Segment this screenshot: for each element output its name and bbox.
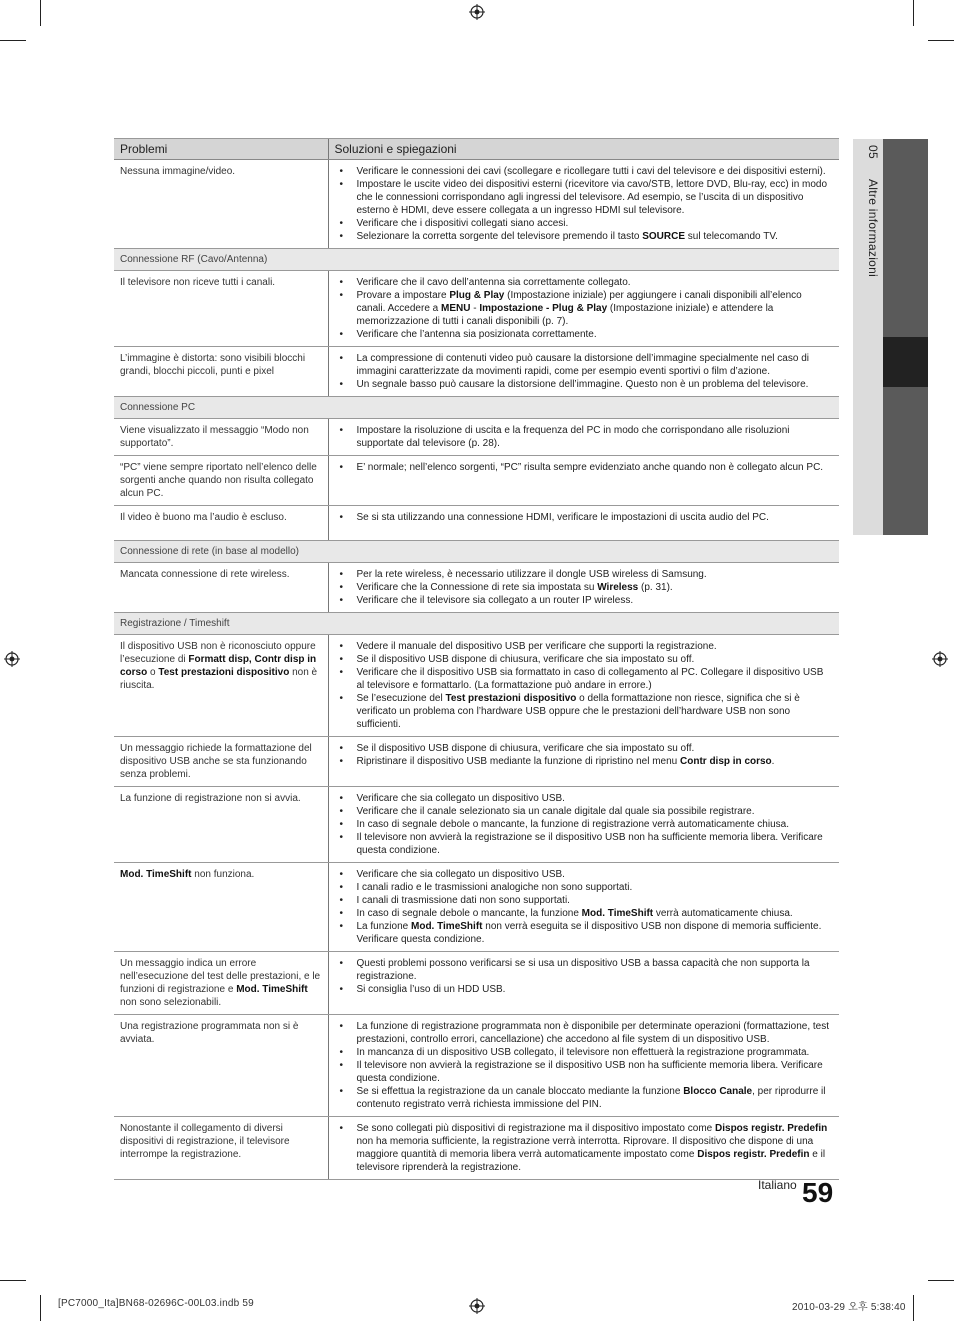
- list-item: [357, 755, 834, 768]
- text-run: Verificare che la Connessione di rete sia impostata su: [356, 582, 598, 593]
- text-run: In mancanza di un dispositivo USB collegato, il televisore non effettuerà la registrazione programmata.: [356, 1047, 810, 1058]
- print-file-info: [PC7000_Ita]BN68-02696C-00L03.indb 59: [58, 1298, 254, 1309]
- list-item: [357, 1020, 834, 1046]
- text-run: Questi problemi possono verificarsi se si usa un dispositivo USB a bassa capacità che non supporta la registrazione.: [356, 958, 810, 982]
- crop-mark: [0, 40, 26, 41]
- text-run: Verificare che sia collegato un dispositivo USB.: [356, 869, 565, 880]
- text-run: Verificare che l’antenna sia posizionata correttamente.: [356, 329, 597, 340]
- list-item: [357, 692, 834, 731]
- list-item: [357, 920, 834, 946]
- emphasis-text: Wireless: [597, 582, 639, 593]
- text-run: -: [470, 303, 480, 314]
- chapter-label: [856, 145, 880, 277]
- text-run: I canali di trasmissione dati non sono supportati.: [356, 895, 570, 906]
- list-item: [357, 868, 834, 881]
- section-header-row: [114, 397, 839, 419]
- table-row: [114, 737, 839, 787]
- problem-cell: [114, 419, 328, 456]
- solution-list: [335, 568, 834, 607]
- list-item: [357, 276, 834, 289]
- list-item: [357, 666, 834, 692]
- problem-cell: [114, 787, 328, 863]
- list-item: [357, 165, 834, 178]
- chapter-title: Altre informazioni: [866, 178, 880, 277]
- text-run: Verificare che sia collegato un dispositivo USB.: [356, 793, 565, 804]
- emphasis-text: Formatt disp, Contr disp in corso: [120, 654, 317, 678]
- text-run: Si consiglia l’uso di un HDD USB.: [356, 984, 506, 995]
- crop-mark: [928, 40, 954, 41]
- solution-list: [335, 165, 834, 243]
- registration-mark-icon: [4, 651, 20, 667]
- list-item: [357, 907, 834, 920]
- list-item: [357, 742, 834, 755]
- registration-mark-icon: [932, 651, 948, 667]
- text-run: Il video è buono ma l’audio è escluso.: [120, 512, 287, 523]
- text-run: Mancata connessione di rete wireless.: [120, 569, 290, 580]
- problem-cell: [114, 456, 328, 506]
- text-run: Il dispositivo USB non è riconosciuto oppure l’esecuzione di: [120, 641, 316, 665]
- solution-cell: [328, 271, 839, 347]
- section-header-row: [114, 249, 839, 271]
- section-title: Registrazione / Timeshift: [114, 613, 839, 635]
- solution-cell: [328, 160, 839, 249]
- text-run: Se il dispositivo USB dispone di chiusura, verificare che sia impostato su off.: [356, 743, 695, 754]
- solution-list: [335, 511, 834, 524]
- text-run: Il televisore non riceve tutti i canali.: [120, 277, 276, 288]
- solution-list: [335, 352, 834, 391]
- solution-cell: [328, 419, 839, 456]
- list-item: [357, 289, 834, 328]
- crop-mark: [40, 0, 41, 26]
- text-run: Se si effettua la registrazione da un canale bloccato mediante la funzione: [356, 1086, 684, 1097]
- text-run: verrà automaticamente chiusa.: [653, 908, 793, 919]
- list-item: [357, 983, 834, 996]
- table-row: [114, 952, 839, 1015]
- table-row: [114, 419, 839, 456]
- text-run: La funzione: [356, 921, 411, 932]
- table-header-row: [114, 139, 839, 160]
- solution-cell: [328, 456, 839, 506]
- problem-cell: [114, 863, 328, 952]
- text-run: La compressione di contenuti video può causare la distorsione dell’immagine specialmente nel caso di immagini caratterizzate da movimenti rapidi, come per esempio eventi sportivi o film d’azione.: [356, 353, 809, 377]
- text-run: E’ normale; nell’elenco sorgenti, “PC” risulta sempre evidenziato anche quando non è collegato alcun PC.: [356, 462, 824, 473]
- text-run: Un messaggio indica un errore nell’esecuzione del test delle prestazioni, e le funzioni di registrazione e: [120, 958, 321, 995]
- text-run: Impostare le uscite video dei dispositivi esterni (ricevitore via cavo/STB, lettore DVD, Blu-ray, ecc) in modo che le connessioni corrispondano agli ingressi del televisore. Ad esempio, se l’uscita di un dispositivo esterno è HDMI, deve essere collegata a un ingresso HDMI sul televisore.: [356, 179, 828, 216]
- solution-list: [335, 868, 834, 946]
- list-item: [357, 511, 834, 524]
- list-item: [357, 178, 834, 217]
- text-run: Se l’esecuzione del: [356, 693, 446, 704]
- table-row: [114, 787, 839, 863]
- list-item: [357, 568, 834, 581]
- text-run: Selezionare la corretta sorgente del televisore premendo il tasto: [356, 231, 643, 242]
- text-run: non ha memoria sufficiente, la registrazione verrà interrotta. Riprovare. Il dispositivo che dispone di una maggiore quantità di memoria libera verrà automaticamente impostato come: [356, 1136, 814, 1160]
- emphasis-text: Mod. TimeShift: [120, 869, 192, 880]
- text-run: Verificare che il televisore sia collegato a un router IP wireless.: [356, 595, 634, 606]
- registration-mark-icon: [469, 4, 485, 20]
- crop-mark: [0, 1280, 26, 1281]
- list-item: [357, 894, 834, 907]
- emphasis-text: Impostazione - Plug & Play: [479, 303, 608, 314]
- text-run: non verrà eseguita se il dispositivo USB non dispone di memoria sufficiente. Verificare questa condizione.: [356, 921, 822, 945]
- chapter-side-tab: [853, 139, 928, 535]
- text-run: e il televisore riprenderà la registrazione.: [356, 1149, 826, 1173]
- table-row: [114, 271, 839, 347]
- text-run: “PC” viene sempre riportato nell’elenco delle sorgenti anche quando non risulta collegato alcun PC.: [120, 462, 317, 499]
- text-run: Se sono collegati più dispositivi di registrazione ma il dispositivo impostato come: [356, 1123, 716, 1134]
- solution-cell: [328, 563, 839, 613]
- text-run: L’immagine è distorta: sono visibili blocchi grandi, blocchi piccoli, punti e pixel: [120, 353, 306, 377]
- solution-list: [335, 640, 834, 731]
- text-run: Nessuna immagine/video.: [120, 166, 236, 177]
- text-run: sul telecomando TV.: [685, 231, 778, 242]
- list-item: [357, 653, 834, 666]
- emphasis-text: Dispos registr. Predefin: [697, 1149, 810, 1160]
- text-run: Nonostante il collegamento di diversi dispositivi di registrazione, il televisore interrompe la registrazione.: [120, 1123, 290, 1160]
- section-title: Connessione PC: [114, 397, 839, 419]
- text-run: Provare a impostare: [356, 290, 450, 301]
- list-item: [357, 1122, 834, 1174]
- list-item: [357, 1059, 834, 1085]
- solution-list: [335, 957, 834, 996]
- table-row: [114, 456, 839, 506]
- list-item: [357, 881, 834, 894]
- page-number: 59: [802, 1177, 834, 1208]
- emphasis-text: MENU: [441, 303, 471, 314]
- solution-cell: [328, 635, 839, 737]
- solution-list: [335, 1020, 834, 1111]
- table-row: [114, 347, 839, 397]
- list-item: [357, 424, 834, 450]
- table-row: [114, 563, 839, 613]
- list-item: [357, 328, 834, 341]
- emphasis-text: Mod. TimeShift: [411, 921, 483, 932]
- problem-cell: [114, 1015, 328, 1117]
- problem-cell: [114, 563, 328, 613]
- section-title: Connessione RF (Cavo/Antenna): [114, 249, 839, 271]
- crop-mark: [913, 0, 914, 26]
- table-body: [114, 160, 839, 1180]
- list-item: [357, 217, 834, 230]
- text-run: In caso di segnale debole o mancante, la funzione: [356, 908, 582, 919]
- solution-list: [335, 792, 834, 857]
- tab-block: [883, 387, 928, 535]
- solution-list: [335, 461, 834, 474]
- list-item: [357, 1046, 834, 1059]
- troubleshooting-table: [114, 138, 839, 1180]
- text-run: o della formattazione non riesce, significa che si è verificato un problema con l’hardware USB oppure che le prestazioni dell’hardware USB non sono sufficienti.: [356, 693, 800, 730]
- emphasis-text: Plug & Play: [449, 290, 505, 301]
- text-run: Ripristinare il dispositivo USB mediante la funzione di ripristino nel menu: [356, 756, 680, 767]
- solution-cell: [328, 1015, 839, 1117]
- solution-cell: [328, 737, 839, 787]
- table-row: [114, 863, 839, 952]
- text-run: Verificare che il cavo dell’antenna sia correttamente collegato.: [356, 277, 631, 288]
- tab-block-active: [883, 337, 928, 387]
- section-title: Connessione di rete (in base al modello): [114, 541, 839, 563]
- text-run: Verificare le connessioni dei cavi (scollegare e ricollegare tutti i cavi del televisore e dei dispositivi esterni).: [356, 166, 826, 177]
- text-run: non è riuscita.: [120, 667, 318, 691]
- emphasis-text: Test prestazioni dispositivo: [445, 693, 577, 704]
- list-item: [357, 378, 834, 391]
- emphasis-text: Mod. TimeShift: [581, 908, 654, 919]
- list-item: [357, 594, 834, 607]
- solution-cell: [328, 347, 839, 397]
- text-run: Il televisore non avvierà la registrazione se il dispositivo USB non ha sufficiente memoria libera. Verificare questa condizione.: [356, 1060, 823, 1084]
- text-run: Per la rete wireless, è necessario utilizzare il dongle USB wireless di Samsung.: [356, 569, 707, 580]
- text-run: Viene visualizzato il messaggio “Modo non supportato”.: [120, 425, 309, 449]
- solution-cell: [328, 863, 839, 952]
- solution-list: [335, 424, 834, 450]
- table-row: [114, 506, 839, 541]
- problem-cell: [114, 952, 328, 1015]
- table-row: [114, 160, 839, 249]
- list-item: [357, 581, 834, 594]
- solution-cell: [328, 506, 839, 541]
- text-run: Un messaggio richiede la formattazione del dispositivo USB anche se sta funzionando senza problemi.: [120, 743, 312, 780]
- emphasis-text: Blocco Canale: [683, 1086, 753, 1097]
- text-run: (Impostazione iniziale) per aggiungere i canali disponibili all’elenco canali. Accedere a: [356, 290, 802, 314]
- text-run: Impostare la risoluzione di uscita e la frequenza del PC in modo che corrispondano alle risoluzioni supportate dal televisore (p. 28).: [356, 425, 790, 449]
- solution-list: [335, 1122, 834, 1174]
- text-run: (Impostazione iniziale) e attendere la memorizzazione di tutti i canali disponibili (p. 7).: [356, 303, 774, 327]
- text-run: La funzione di registrazione non si avvia.: [120, 793, 301, 804]
- problem-cell: [114, 635, 328, 737]
- section-header-row: [114, 541, 839, 563]
- problem-cell: [114, 506, 328, 541]
- table-row: [114, 1015, 839, 1117]
- text-run: Verificare che i dispositivi collegati siano accesi.: [356, 218, 569, 229]
- text-run: Il televisore non avvierà la registrazione se il dispositivo USB non ha sufficiente memoria libera. Verificare questa condizione.: [356, 832, 823, 856]
- list-item: [357, 818, 834, 831]
- text-run: In caso di segnale debole o mancante, la funzione di registrazione verrà automaticamente chiusa.: [356, 819, 789, 830]
- text-run: Se si sta utilizzando una connessione HDMI, verificare le impostazioni di uscita audio del PC.: [356, 512, 769, 523]
- emphasis-text: SOURCE: [642, 231, 686, 242]
- solution-cell: [328, 787, 839, 863]
- emphasis-text: Dispos registr. Predefin: [715, 1123, 828, 1134]
- crop-mark: [40, 1295, 41, 1321]
- text-run: La funzione di registrazione programmata non è disponibile per determinate operazioni (formattazione, test prestazioni, controllo errori, cancellazione) che accedono al file system di un dispositivo USB.: [356, 1021, 829, 1045]
- text-run: (p. 31).: [638, 582, 673, 593]
- header-problems: Problemi: [114, 139, 328, 160]
- solution-list: [335, 742, 834, 768]
- solution-list: [335, 276, 834, 341]
- text-run: Un segnale basso può causare la distorsione dell’immagine. Questo non è un problema del televisore.: [356, 379, 809, 390]
- text-run: .: [771, 756, 775, 767]
- list-item: [357, 230, 834, 243]
- emphasis-text: Mod. TimeShift: [236, 984, 308, 995]
- list-item: [357, 461, 834, 474]
- section-header-row: [114, 613, 839, 635]
- solution-cell: [328, 1117, 839, 1180]
- text-run: , per riprodurre il contenuto registrato verrà richiesta immissione del PIN.: [356, 1086, 826, 1110]
- problem-cell: [114, 1117, 328, 1180]
- text-run: non funziona.: [191, 869, 255, 880]
- chapter-number: 05: [866, 145, 880, 159]
- text-run: o: [147, 667, 159, 678]
- text-run: I canali radio e le trasmissioni analogiche non sono supportati.: [356, 882, 633, 893]
- tab-block: [883, 139, 928, 337]
- text-run: Se il dispositivo USB dispone di chiusura, verificare che sia impostato su off.: [356, 654, 695, 665]
- emphasis-text: Test prestazioni dispositivo: [158, 667, 290, 678]
- table-row: [114, 635, 839, 737]
- problem-cell: [114, 737, 328, 787]
- footer-language: Italiano: [758, 1178, 797, 1192]
- text-run: non sono selezionabili.: [120, 997, 222, 1008]
- problem-cell: [114, 271, 328, 347]
- list-item: [357, 831, 834, 857]
- list-item: [357, 1085, 834, 1111]
- emphasis-text: Contr disp in corso: [680, 756, 772, 767]
- solution-cell: [328, 952, 839, 1015]
- list-item: [357, 352, 834, 378]
- list-item: [357, 640, 834, 653]
- registration-mark-icon: [469, 1298, 485, 1314]
- list-item: [357, 792, 834, 805]
- header-solutions: Soluzioni e spiegazioni: [328, 139, 839, 160]
- text-run: Verificare che il dispositivo USB sia formattato in caso di collegamento al PC. Collegare il dispositivo USB al televisore e formattarlo. (La formattazione può andare in errore.): [356, 667, 824, 691]
- print-date-info: 2010-03-29 오후 5:38:40: [792, 1302, 906, 1313]
- problem-cell: [114, 160, 328, 249]
- crop-mark: [928, 1280, 954, 1281]
- crop-mark: [913, 1295, 914, 1321]
- list-item: [357, 805, 834, 818]
- list-item: [357, 957, 834, 983]
- text-run: Una registrazione programmata non si è avviata.: [120, 1021, 299, 1045]
- text-run: Vedere il manuale del dispositivo USB per verificare che supporti la registrazione.: [356, 641, 717, 652]
- text-run: Verificare che il canale selezionato sia un canale digitale dal quale sia possibile registrare.: [356, 806, 755, 817]
- table-row: [114, 1117, 839, 1180]
- problem-cell: [114, 347, 328, 397]
